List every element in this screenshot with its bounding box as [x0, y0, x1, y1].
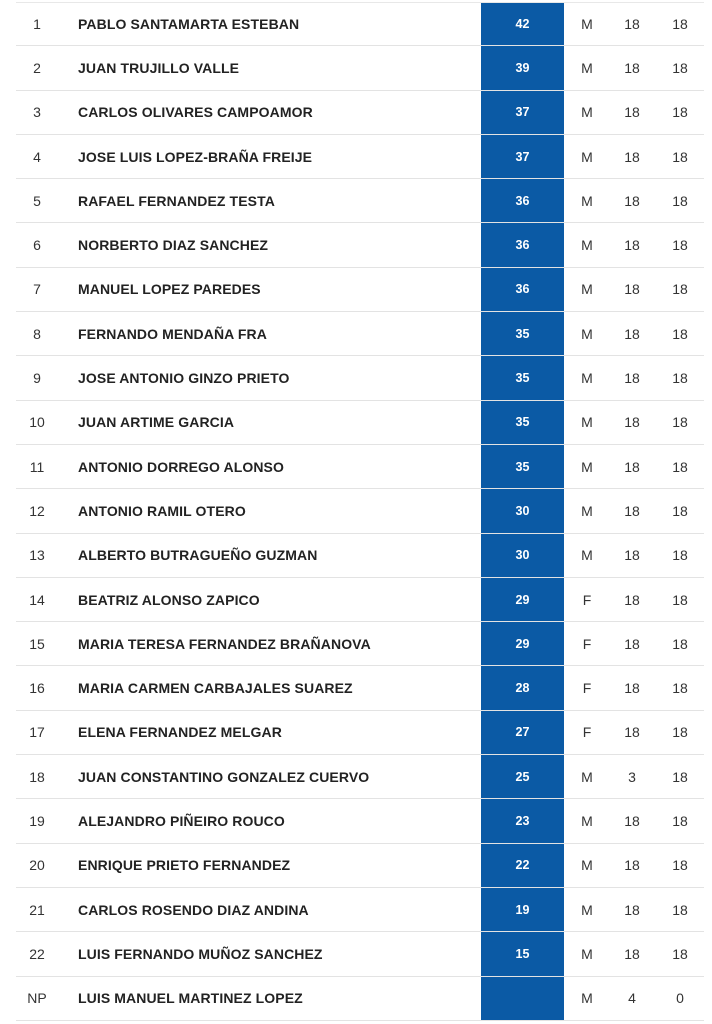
row-player-name: NORBERTO DIAZ SANCHEZ	[78, 237, 269, 254]
row-gender: M	[581, 104, 593, 121]
table-row[interactable]	[16, 401, 704, 445]
table-row[interactable]	[16, 223, 704, 267]
row-played: 18	[624, 945, 640, 962]
row-total: 0	[676, 990, 684, 1007]
row-total: 18	[672, 414, 688, 431]
row-played: 18	[624, 547, 640, 564]
row-player-name: JOSE LUIS LOPEZ-BRAÑA FREIJE	[78, 148, 313, 165]
row-position: 3	[33, 104, 41, 121]
row-score-badge	[481, 977, 564, 1020]
row-gender: M	[581, 192, 593, 209]
row-player-name: JOSE ANTONIO GINZO PRIETO	[78, 370, 290, 387]
table-row[interactable]	[16, 755, 704, 799]
row-gender: F	[582, 635, 592, 652]
table-row[interactable]	[16, 445, 704, 489]
row-player-name: ELENA FERNANDEZ MELGAR	[78, 724, 282, 741]
row-played: 18	[624, 724, 640, 741]
row-position: 13	[29, 547, 45, 564]
table-row[interactable]	[16, 666, 704, 710]
row-position: 20	[29, 857, 45, 874]
row-position: 18	[29, 768, 45, 785]
row-score-badge: 30	[481, 489, 564, 532]
row-player-name: MARIA CARMEN CARBAJALES SUAREZ	[78, 680, 353, 697]
table-row[interactable]	[16, 135, 704, 179]
row-player-name: ANTONIO DORREGO ALONSO	[78, 458, 284, 475]
row-player-name: LUIS FERNANDO MUÑOZ SANCHEZ	[78, 945, 323, 962]
table-row[interactable]	[16, 844, 704, 888]
row-gender: M	[581, 945, 593, 962]
row-played: 18	[624, 635, 640, 652]
table-row[interactable]	[16, 711, 704, 755]
row-total: 18	[672, 502, 688, 519]
row-score-badge: 30	[481, 534, 564, 577]
row-total: 18	[672, 458, 688, 475]
row-total: 18	[672, 325, 688, 342]
row-score-badge: 35	[481, 445, 564, 488]
row-gender: M	[581, 325, 593, 342]
row-played: 18	[624, 148, 640, 165]
row-total: 18	[672, 104, 688, 121]
row-total: 18	[672, 237, 688, 254]
row-position: 22	[29, 945, 45, 962]
row-player-name: MARIA TERESA FERNANDEZ BRAÑANOVA	[78, 635, 371, 652]
row-total: 18	[672, 812, 688, 829]
row-played: 18	[624, 812, 640, 829]
row-position: 6	[33, 237, 41, 254]
row-total: 18	[672, 724, 688, 741]
row-gender: F	[582, 591, 592, 608]
row-total: 18	[672, 945, 688, 962]
row-position: 5	[33, 192, 41, 209]
row-total: 18	[672, 768, 688, 785]
row-score-badge: 28	[481, 666, 564, 709]
row-gender: M	[581, 458, 593, 475]
row-gender: F	[582, 724, 592, 741]
row-player-name: ENRIQUE PRIETO FERNANDEZ	[78, 857, 291, 874]
table-row[interactable]	[16, 356, 704, 400]
row-position: 19	[29, 812, 45, 829]
table-row[interactable]	[16, 91, 704, 135]
row-gender: M	[581, 990, 593, 1007]
row-total: 18	[672, 591, 688, 608]
row-played: 18	[624, 237, 640, 254]
row-total: 18	[672, 281, 688, 298]
row-position: 1	[33, 16, 41, 33]
row-score-badge: 29	[481, 622, 564, 665]
row-position: 12	[29, 502, 45, 519]
row-position: NP	[27, 990, 47, 1007]
row-total: 18	[672, 547, 688, 564]
row-player-name: PABLO SANTAMARTA ESTEBAN	[78, 16, 300, 33]
row-score-badge: 36	[481, 268, 564, 311]
row-score-badge: 27	[481, 711, 564, 754]
row-total: 18	[672, 857, 688, 874]
row-played: 18	[624, 16, 640, 33]
row-played: 3	[628, 768, 636, 785]
row-score-badge: 15	[481, 932, 564, 975]
row-played: 18	[624, 192, 640, 209]
row-score-badge: 35	[481, 401, 564, 444]
row-played: 18	[624, 325, 640, 342]
row-played: 18	[624, 281, 640, 298]
table-row[interactable]	[16, 489, 704, 533]
row-gender: M	[581, 237, 593, 254]
row-score-badge: 35	[481, 356, 564, 399]
row-score-badge: 36	[481, 179, 564, 222]
row-position: 8	[33, 325, 41, 342]
row-position: 10	[29, 414, 45, 431]
row-position: 21	[29, 901, 45, 918]
row-player-name: ALEJANDRO PIÑEIRO ROUCO	[78, 812, 285, 829]
row-player-name: CARLOS ROSENDO DIAZ ANDINA	[78, 901, 309, 918]
row-total: 18	[672, 901, 688, 918]
row-gender: M	[581, 281, 593, 298]
row-gender: M	[581, 502, 593, 519]
row-gender: M	[581, 148, 593, 165]
table-row[interactable]	[16, 932, 704, 976]
row-player-name: JUAN CONSTANTINO GONZALEZ CUERVO	[78, 768, 370, 785]
table-row[interactable]	[16, 179, 704, 223]
row-player-name: MANUEL LOPEZ PAREDES	[78, 281, 261, 298]
row-score-badge: 23	[481, 799, 564, 842]
row-total: 18	[672, 635, 688, 652]
row-gender: M	[581, 857, 593, 874]
row-position: 17	[29, 724, 45, 741]
row-position: 7	[33, 281, 41, 298]
table-row[interactable]	[16, 799, 704, 843]
row-gender: M	[581, 547, 593, 564]
row-played: 18	[624, 59, 640, 76]
row-played: 18	[624, 458, 640, 475]
row-score-badge: 19	[481, 888, 564, 931]
row-score-badge: 22	[481, 844, 564, 887]
table-row[interactable]	[16, 622, 704, 666]
row-gender: M	[581, 370, 593, 387]
row-player-name: CARLOS OLIVARES CAMPOAMOR	[78, 104, 313, 121]
row-played: 18	[624, 104, 640, 121]
row-player-name: ALBERTO BUTRAGUEÑO GUZMAN	[78, 547, 318, 564]
row-gender: M	[581, 768, 593, 785]
row-player-name: FERNANDO MENDAÑA FRA	[78, 325, 267, 342]
row-gender: F	[582, 680, 592, 697]
table-row[interactable]	[16, 977, 704, 1021]
table-row[interactable]	[16, 2, 704, 46]
row-total: 18	[672, 370, 688, 387]
row-score-badge: 36	[481, 223, 564, 266]
row-player-name: ANTONIO RAMIL OTERO	[78, 502, 246, 519]
row-gender: M	[581, 901, 593, 918]
row-score-badge: 39	[481, 46, 564, 89]
row-gender: M	[581, 59, 593, 76]
row-total: 18	[672, 59, 688, 76]
row-score-badge: 35	[481, 312, 564, 355]
row-position: 2	[33, 59, 41, 76]
standings-table	[16, 2, 704, 1021]
row-position: 11	[29, 458, 45, 475]
row-player-name: JUAN TRUJILLO VALLE	[78, 59, 240, 76]
row-gender: M	[581, 16, 593, 33]
table-row[interactable]	[16, 268, 704, 312]
row-gender: M	[581, 414, 593, 431]
row-played: 4	[628, 990, 636, 1007]
row-position: 16	[29, 680, 45, 697]
row-gender: M	[581, 812, 593, 829]
row-position: 9	[33, 370, 41, 387]
table-row[interactable]	[16, 888, 704, 932]
row-played: 18	[624, 414, 640, 431]
row-score-badge: 25	[481, 755, 564, 798]
row-total: 18	[672, 192, 688, 209]
table-row[interactable]	[16, 312, 704, 356]
row-total: 18	[672, 16, 688, 33]
row-position: 4	[33, 148, 41, 165]
row-score-badge: 37	[481, 135, 564, 178]
row-played: 18	[624, 680, 640, 697]
row-score-badge: 29	[481, 578, 564, 621]
row-player-name: LUIS MANUEL MARTINEZ LOPEZ	[78, 990, 303, 1007]
row-position: 14	[29, 591, 45, 608]
row-score-badge: 42	[481, 3, 564, 45]
table-row[interactable]	[16, 578, 704, 622]
row-position: 15	[29, 635, 45, 652]
table-row[interactable]	[16, 46, 704, 90]
row-played: 18	[624, 857, 640, 874]
row-played: 18	[624, 901, 640, 918]
row-total: 18	[672, 148, 688, 165]
row-player-name: BEATRIZ ALONSO ZAPICO	[78, 591, 260, 608]
row-played: 18	[624, 502, 640, 519]
row-player-name: JUAN ARTIME GARCIA	[78, 414, 235, 431]
row-total: 18	[672, 680, 688, 697]
table-row[interactable]	[16, 534, 704, 578]
row-played: 18	[624, 591, 640, 608]
row-player-name: RAFAEL FERNANDEZ TESTA	[78, 192, 275, 209]
row-score-badge: 37	[481, 91, 564, 134]
row-played: 18	[624, 370, 640, 387]
